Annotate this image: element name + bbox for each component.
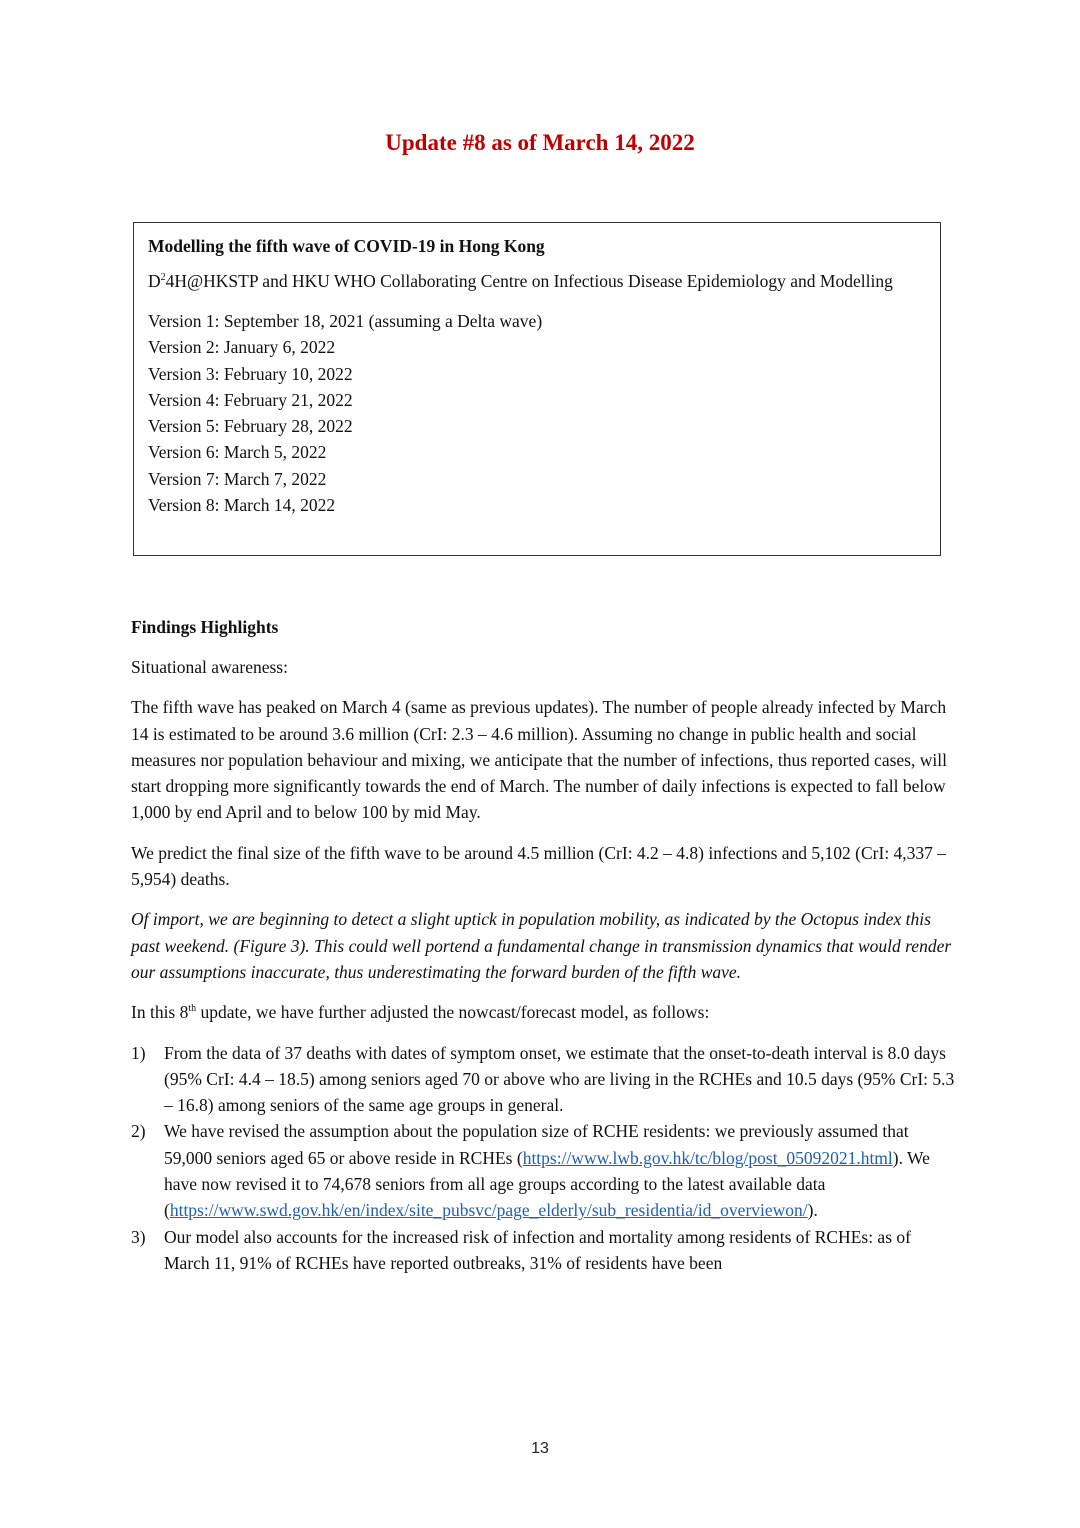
paragraph-final-size: We predict the final size of the fifth wave to be around 4.5 million (CrI: 4.2 – 4.8) infections and 5,102 (CrI: 4,337 – 5,954) deaths. <box>131 842 947 890</box>
list-text: From the data of 37 deaths with dates of symptom onset, we estimate that the onset-to-death interval is 8.0 days (95% CrI: 4.4 – 18.5) among seniors aged 70 or above who are living in the RCHEs and 10.5 days (95% CrI: 5.3 – 16.8) among seniors of the same age groups in general. <box>164 1042 955 1116</box>
version-list <box>148 308 926 518</box>
org-rest: 4H@HKSTP and HKU WHO Collaborating Centre on Infectious Disease Epidemiology and Modelling <box>165 271 893 291</box>
version-item: Version 2: January 6, 2022 <box>148 337 336 358</box>
list-text-part: We have revised the assumption about the population size of RCHE residents: we previously assumed that 59,000 seniors aged 65 or above reside in RCHEs ( <box>164 1121 909 1168</box>
version-item: Version 1: September 18, 2021 (assuming a Delta wave) <box>148 311 543 331</box>
intro-rest: update, we have further adjusted the nowcast/forecast model, as follows: <box>196 1002 710 1023</box>
org-superscript: 2 <box>160 272 166 284</box>
list-number: 2) <box>131 1121 146 1142</box>
swd-link[interactable]: https://www.swd.gov.hk/en/index/site_pubsvc/page_elderly/sub_residentia/id_overviewon/ <box>169 1200 808 1221</box>
lwb-link[interactable]: https://www.lwb.gov.hk/tc/blog/post_05092021.html <box>522 1147 893 1168</box>
list-text: Our model also accounts for the increased risk of infection and mortality among residents of RCHEs: as of March 11, 91% of RCHEs have reported outbreaks, 31% of residents have been <box>164 1226 911 1273</box>
version-item: Version 5: February 28, 2022 <box>148 416 353 437</box>
adjustments-list <box>131 1040 956 1277</box>
list-text-part: ). <box>807 1200 818 1221</box>
version-item: Version 8: March 14, 2022 <box>148 495 336 516</box>
list-number: 3) <box>131 1226 146 1247</box>
intro-prefix: In this 8 <box>131 1002 189 1023</box>
box-title: Modelling the fifth wave of COVID-19 in Hong Kong <box>148 236 545 256</box>
list-item <box>131 1224 956 1277</box>
findings-heading: Findings Highlights <box>131 617 279 637</box>
list-number: 1) <box>131 1042 146 1063</box>
version-item: Version 3: February 10, 2022 <box>148 363 353 384</box>
situational-awareness-label: Situational awareness: <box>131 657 288 677</box>
org-prefix: D <box>148 271 161 291</box>
version-item: Version 6: March 5, 2022 <box>148 442 327 463</box>
list-text <box>164 1118 956 1223</box>
findings-section <box>131 614 956 1276</box>
intro-superscript: th <box>188 1003 197 1015</box>
paragraph-mobility-note: Of import, we are beginning to detect a slight uptick in population mobility, as indicated by the Octopus index this past weekend. (Figure 3). This could well portend a fundamental change in transmission dynamics that would render our assumptions inaccurate, thus underestimating the forward burden of the fifth wave. <box>131 909 952 982</box>
page-number: 13 <box>531 1440 549 1457</box>
version-item: Version 7: March 7, 2022 <box>148 468 327 489</box>
list-item <box>131 1040 956 1119</box>
version-info-box <box>133 222 941 556</box>
version-item: Version 4: February 21, 2022 <box>148 389 353 410</box>
paragraph-update-intro <box>131 999 956 1025</box>
paragraph-peak: The fifth wave has peaked on March 4 (same as previous updates). The number of people already infected by March 14 is estimated to be around 3.6 million (CrI: 2.3 – 4.6 million). Assuming no change in public health and social measures nor population behaviour and mixing, we anticipate that the number of infections, thus reported cases, will start dropping more significantly towards the end of March. The number of daily infections is expected to fall below 1,000 by end April and to below 100 by mid May. <box>131 697 947 823</box>
list-text-part: ). We have now revised it to 74,678 seniors from all age groups according to the latest available data ( <box>164 1147 930 1221</box>
list-item <box>131 1118 956 1223</box>
update-title: Update #8 as of March 14, 2022 <box>385 130 695 155</box>
box-organization <box>148 268 926 294</box>
